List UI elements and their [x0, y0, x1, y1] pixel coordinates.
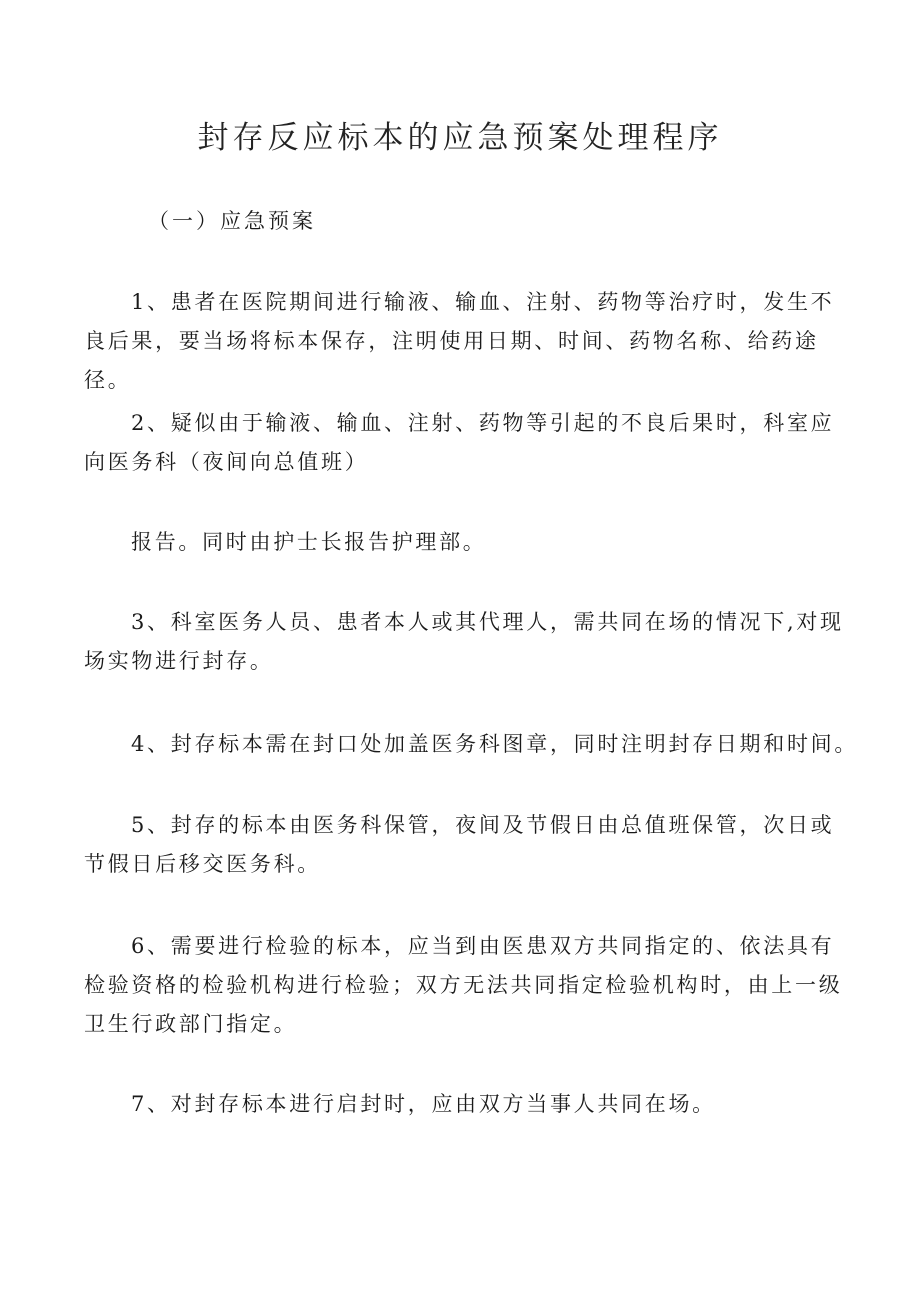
paragraph-6: 6、需要进行检验的标本，应当到由医患双方共同指定的、依法具有检验资格的检验机构进行检验；双方无法共同指定检验机构时，由上一级卫生行政部门指定。 — [84, 934, 843, 1036]
section-heading: （一）应急预案 — [148, 209, 316, 233]
paragraph-4: 4、封存标本需在封口处加盖医务科图章，同时注明封存日期和时间。 — [131, 732, 859, 756]
paragraph-2-continued: 报告。同时由护士长报告护理部。 — [131, 530, 487, 554]
paragraph-5: 5、封存的标本由医务科保管，夜间及节假日由总值班保管，次日或节假日后移交医务科。 — [84, 813, 835, 876]
paragraph-1: 1、患者在医院期间进行输液、输血、注射、药物等治疗时，发生不良后果，要当场将标本保存，注明使用日期、时间、药物名称、给药途径。 — [84, 290, 835, 392]
paragraph-2: 2、疑似由于输液、输血、注射、药物等引起的不良后果时，科室应向医务科（夜间向总值班） — [84, 411, 835, 474]
paragraph-3: 3、科室医务人员、患者本人或其代理人，需共同在场的情况下,对现场实物进行封存。 — [84, 610, 844, 673]
paragraph-7: 7、对封存标本进行启封时，应由双方当事人共同在场。 — [131, 1092, 716, 1116]
document-title: 封存反应标本的应急预案处理程序 — [197, 120, 723, 156]
